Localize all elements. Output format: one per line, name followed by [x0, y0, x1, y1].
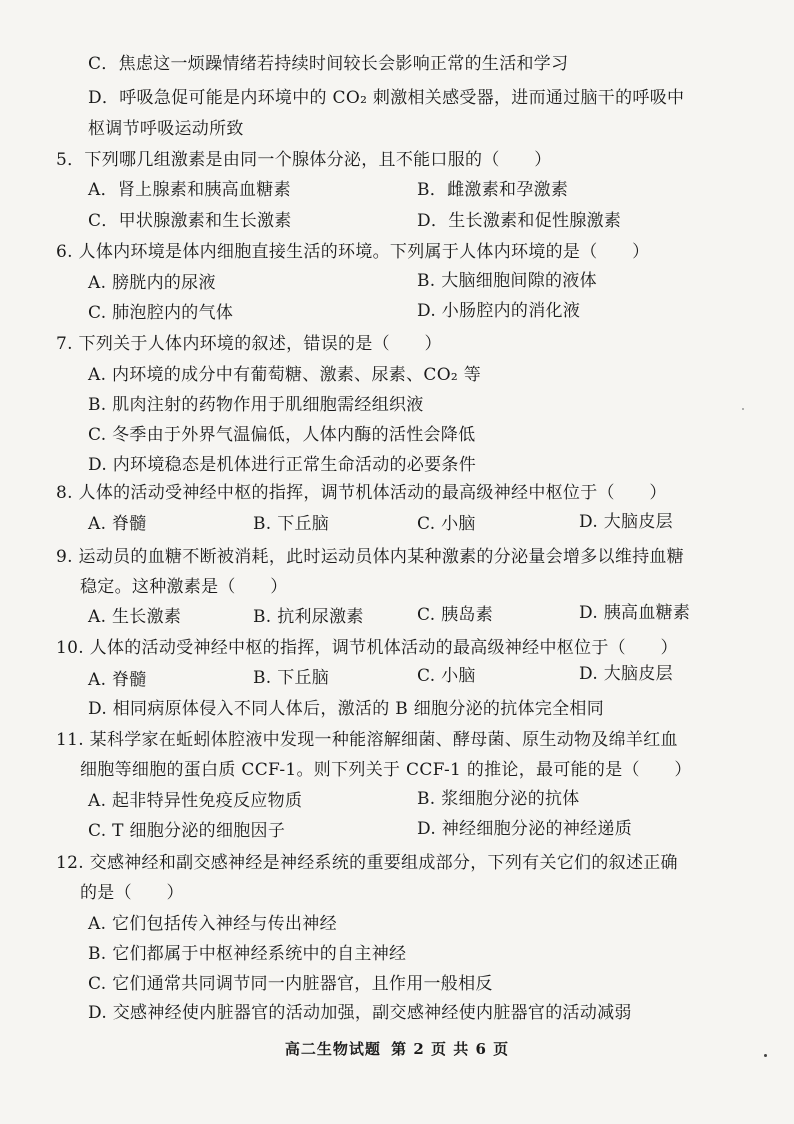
- q8-stem: 8. 人体的活动受神经中枢的指挥，调节机体活动的最高级神经中枢位于（ ）: [56, 483, 667, 503]
- q11-option-d: D. 神经细胞分泌的神经递质: [417, 819, 633, 839]
- q11-option-a: A. 起非特异性免疫反应物质: [88, 791, 303, 811]
- q9-option-d: D. 胰高血糖素: [579, 603, 691, 623]
- q12-option-b: B. 它们都属于中枢神经系统中的自主神经: [88, 944, 407, 964]
- q11-stem: 11. 某科学家在蚯蚓体腔液中发现一种能溶解细菌、酵母菌、原生动物及绵羊红血: [56, 730, 678, 750]
- q6-stem: 6. 人体内环境是体内细胞直接生活的环境。下列属于人体内环境的是（ ）: [56, 242, 650, 262]
- q6-option-d: D. 小肠腔内的消化液: [417, 301, 581, 321]
- q8-option-d: D. 大脑皮层: [579, 512, 673, 532]
- q10-option-d: D. 大脑皮层: [579, 664, 673, 684]
- q5-option-c: C．甲状腺激素和生长激素: [88, 211, 292, 231]
- q10-option-d-extra: D. 相同病原体侵入不同人体后，激活的 B 细胞分泌的抗体完全相同: [88, 699, 605, 719]
- q11-option-c: C. T 细胞分泌的细胞因子: [88, 821, 286, 841]
- q6-option-b: B. 大脑细胞间隙的液体: [417, 271, 597, 291]
- q8-option-b: B. 下丘脑: [253, 514, 330, 534]
- q12-stem-cont: 的是（ ）: [80, 883, 184, 903]
- q7-option-b: B. 肌肉注射的药物作用于肌细胞需经组织液: [88, 395, 424, 415]
- q9-option-b: B. 抗利尿激素: [253, 607, 364, 627]
- q6-option-a: A. 膀胱内的尿液: [88, 273, 216, 293]
- scan-speck: [764, 1054, 767, 1057]
- q7-option-a: A. 内环境的成分中有葡萄糖、激素、尿素、CO₂ 等: [88, 365, 482, 385]
- q4-option-d-cont: 枢调节呼吸运动所致: [88, 119, 244, 139]
- q10-option-a: A. 脊髓: [88, 670, 147, 690]
- footer-subject: 高二生物试题: [284, 1040, 381, 1058]
- q10-option-b: B. 下丘脑: [253, 668, 330, 688]
- q4-option-d: D．呼吸急促可能是内环境中的 CO₂ 刺激相关感受器，进而通过脑干的呼吸中: [88, 88, 685, 108]
- footer-page-number: 第 2 页 共 6 页: [391, 1040, 510, 1058]
- q5-stem: 5．下列哪几组激素是由同一个腺体分泌，且不能口服的（ ）: [56, 150, 552, 170]
- q10-option-c: C. 小脑: [417, 666, 476, 686]
- q9-option-a: A. 生长激素: [88, 607, 182, 627]
- q12-stem: 12. 交感神经和副交感神经是神经系统的重要组成部分，下列有关它们的叙述正确: [56, 853, 678, 873]
- q5-option-d: D．生长激素和促性腺激素: [417, 211, 622, 231]
- q8-option-a: A. 脊髓: [88, 514, 147, 534]
- page-footer: [0, 1038, 794, 1059]
- q6-option-c: C. 肺泡腔内的气体: [88, 303, 234, 323]
- q9-option-c: C. 胰岛素: [417, 605, 494, 625]
- q5-option-a: A．肾上腺素和胰高血糖素: [88, 180, 291, 200]
- q9-stem: 9. 运动员的血糖不断被消耗，此时运动员体内某种激素的分泌量会增多以维持血糖: [56, 547, 685, 567]
- q10-stem: 10. 人体的活动受神经中枢的指挥，调节机体活动的最高级神经中枢位于（ ）: [56, 638, 678, 658]
- q8-option-c: C. 小脑: [417, 514, 476, 534]
- q11-option-b: B. 浆细胞分泌的抗体: [417, 789, 580, 809]
- q11-stem-cont: 细胞等细胞的蛋白质 CCF-1。则下列关于 CCF-1 的推论，最可能的是（ ）: [80, 760, 692, 780]
- scan-speck: [742, 408, 744, 410]
- q4-option-c: C．焦虑这一烦躁情绪若持续时间较长会影响正常的生活和学习: [88, 54, 569, 74]
- q12-option-d: D. 交感神经使内脏器官的活动加强，副交感神经使内脏器官的活动减弱: [88, 1003, 632, 1023]
- q12-option-c: C. 它们通常共同调节同一内脏器官，且作用一般相反: [88, 974, 493, 994]
- q12-option-a: A. 它们包括传入神经与传出神经: [88, 914, 337, 934]
- q5-option-b: B．雌激素和孕激素: [417, 180, 569, 200]
- q7-stem: 7. 下列关于人体内环境的叙述，错误的是（ ）: [56, 334, 442, 354]
- q9-stem-cont: 稳定。这种激素是（ ）: [80, 577, 288, 597]
- q7-option-d: D. 内环境稳态是机体进行正常生命活动的必要条件: [88, 455, 477, 475]
- q7-option-c: C. 冬季由于外界气温偏低，人体内酶的活性会降低: [88, 425, 476, 445]
